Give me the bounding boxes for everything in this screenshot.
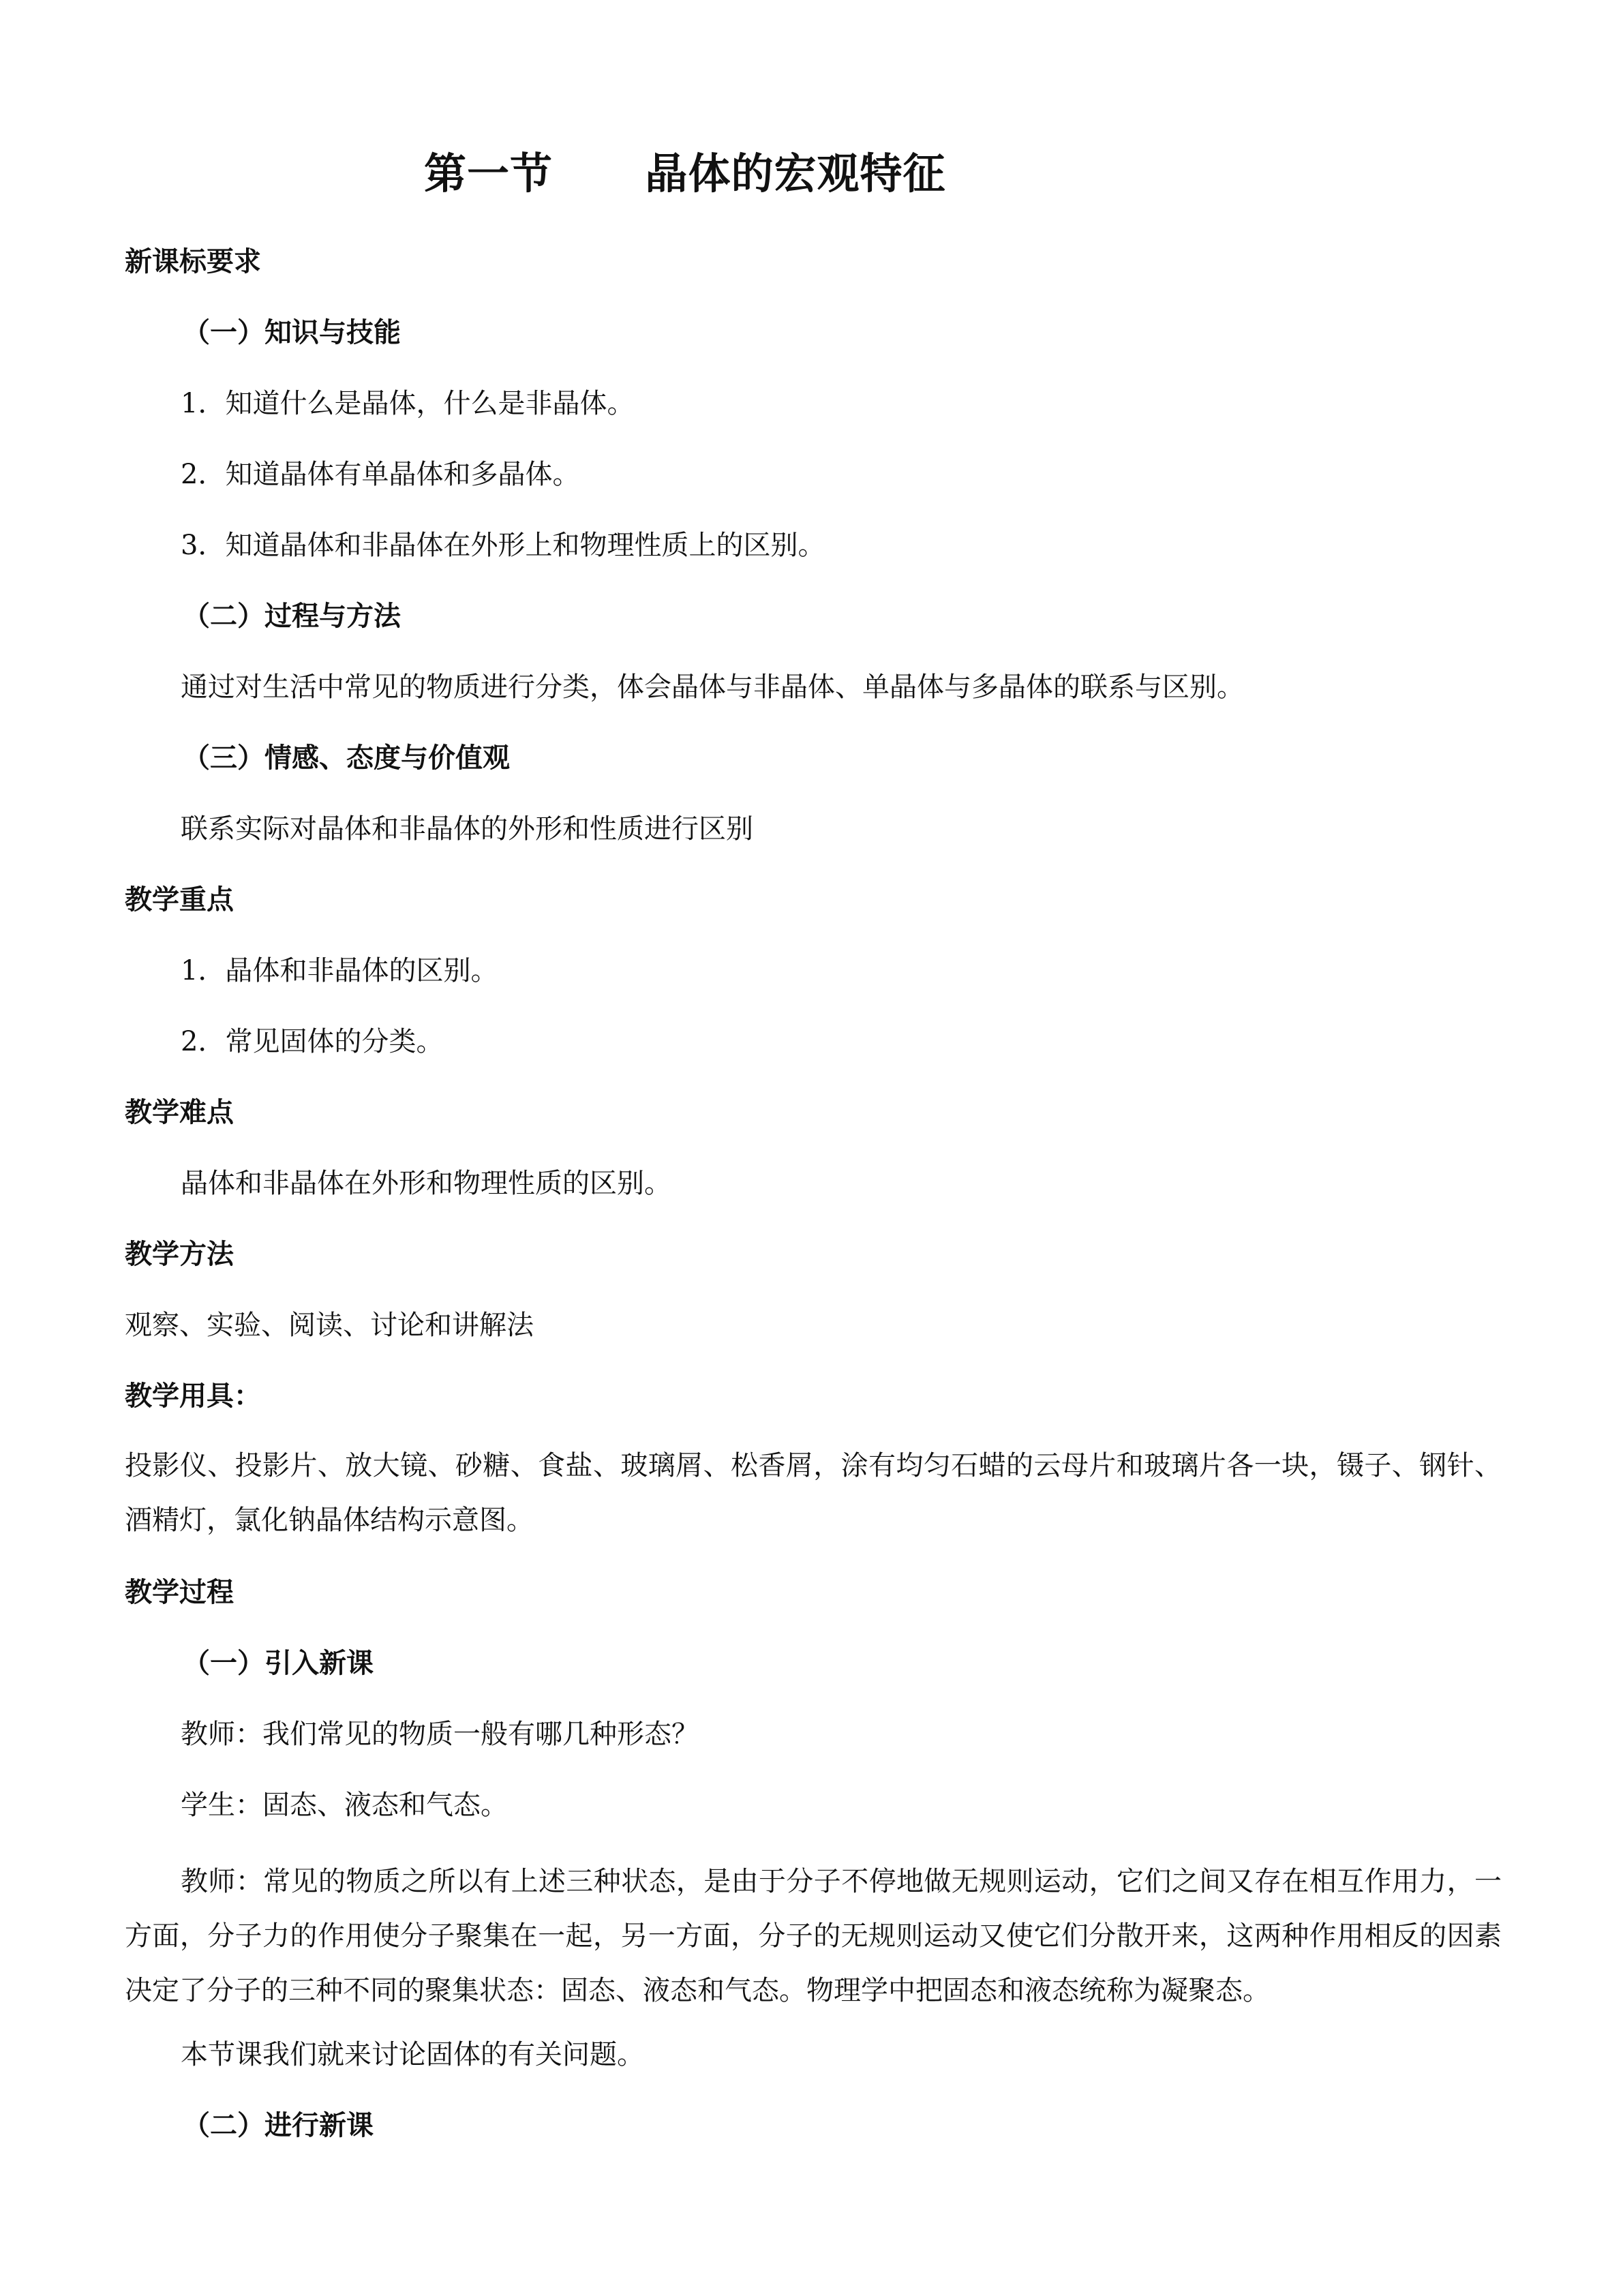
list-item: 1．晶体和非晶体的区别。: [181, 955, 498, 986]
heading-process: 教学过程: [125, 1577, 234, 1608]
subheading-emotion-values: （三）情感、态度与价值观: [183, 742, 510, 774]
paragraph-tools: 投影仪、投影片、放大镜、砂糖、食盐、玻璃屑、松香屑，涂有均匀石蜡的云母片和玻璃片各一块，镊子、钢针、酒精灯，氯化钠晶体结构示意图。: [125, 1450, 1502, 1536]
paragraph: 本节课我们就来讨论固体的有关问题。: [181, 2039, 644, 2070]
heading-requirements: 新课标要求: [125, 246, 261, 277]
paragraph: 联系实际对晶体和非晶体的外形和性质进行区别: [181, 813, 753, 845]
subheading-new-lesson: （二）进行新课: [183, 2110, 374, 2141]
subheading-knowledge-skills: （一）知识与技能: [183, 317, 401, 348]
heading-difficulty: 教学难点: [125, 1097, 234, 1128]
subheading-intro: （一）引入新课: [183, 1648, 374, 1679]
list-item: 1．知道什么是晶体，什么是非晶体。: [181, 388, 635, 419]
list-item: 2．常见固体的分类。: [181, 1026, 444, 1057]
dialog-line: 教师：我们常见的物质一般有哪几种形态？: [181, 1719, 699, 1750]
paragraph: 观察、实验、阅读、讨论和讲解法: [125, 1310, 534, 1341]
heading-methods: 教学方法: [125, 1239, 234, 1270]
paragraph: 通过对生活中常见的物质进行分类，体会晶体与非晶体、单晶体与多晶体的联系与区别。: [181, 671, 1244, 703]
list-item: 2．知道晶体有单晶体和多晶体。: [181, 459, 580, 490]
page-title: 第一节 晶体的宏观特征: [424, 149, 946, 198]
list-item: 3．知道晶体和非晶体在外形上和物理性质上的区别。: [181, 530, 825, 561]
subheading-process-method: （二）过程与方法: [183, 601, 401, 632]
dialog-line: 学生：固态、液态和气态。: [181, 1789, 508, 1821]
heading-key-points: 教学重点: [125, 884, 234, 916]
heading-tools: 教学用具：: [125, 1380, 261, 1412]
paragraph-teacher-explanation: 教师：常见的物质之所以有上述三种状态，是由于分子不停地做无规则运动，它们之间又存在相互作用力，一方面，分子力的作用使分子聚集在一起，另一方面，分子的无规则运动又使它们分散开来，这两种作用相反的因素决定了分子的三种不同的聚集状态：固态、液态和气态。物理学中把固态和液态统称为凝聚态。: [125, 1866, 1502, 2006]
paragraph: 晶体和非晶体在外形和物理性质的区别。: [181, 1168, 671, 1199]
